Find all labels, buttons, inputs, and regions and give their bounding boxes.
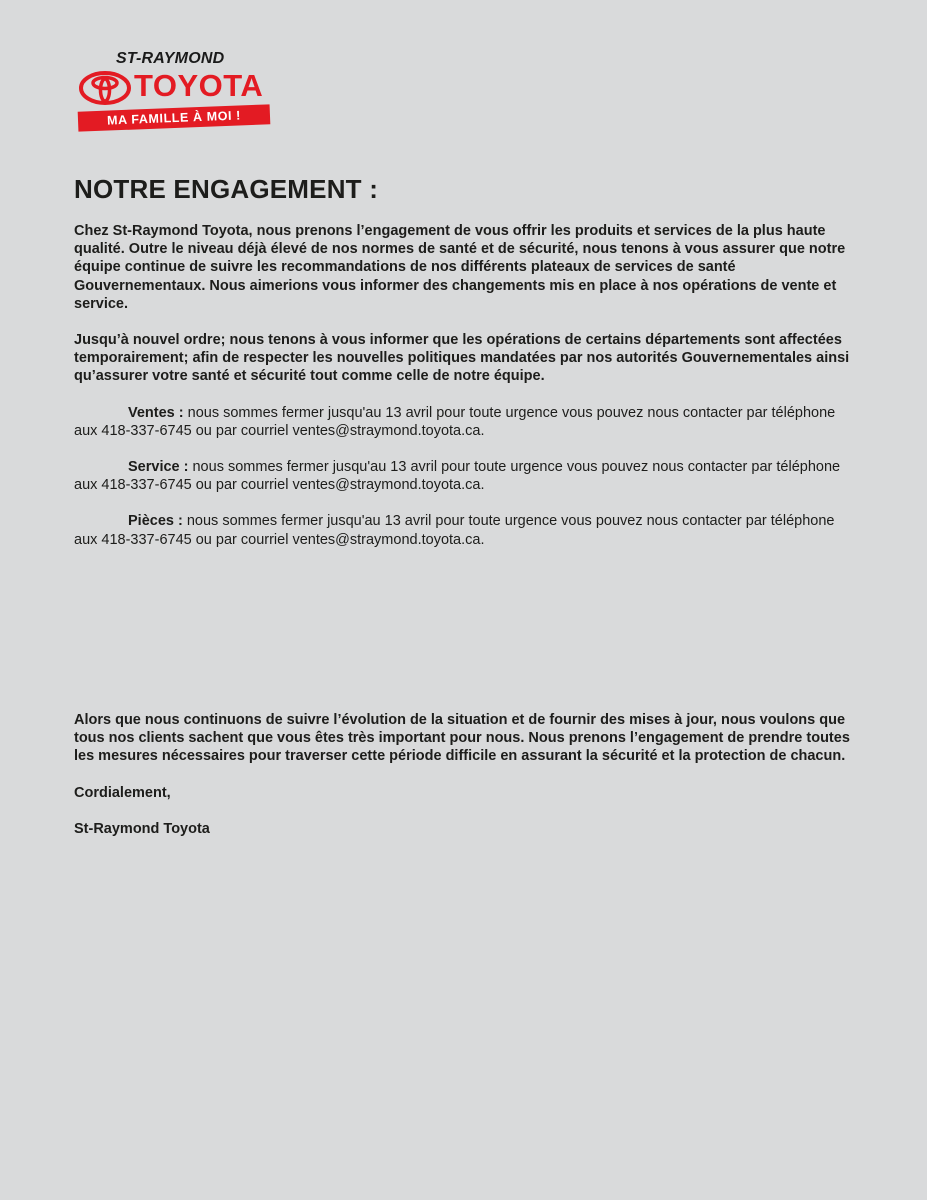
department-label: Service :	[128, 459, 189, 476]
intro-paragraph: Chez St-Raymond Toyota, nous prenons l’engagement de vous offrir les produits et services de la plus haute qualité. Outre le niveau déjà élevé de nos normes de santé et de sécurité, nous tenons à vous assurer que notre équipe continue de suivre les recommandations de nos différents plateaux de services de santé Gouvernementaux. Nous aimerions vous informer des changements mis en place à nos opérations de vente et service.	[74, 223, 846, 312]
department-text: nous sommes fermer jusqu'au 13 avril pour toute urgence vous pouvez nous contacter par téléphone aux 418-337-6745 ou par courriel ventes@straymond.toyota.ca.	[74, 459, 841, 494]
toyota-emblem-icon	[78, 70, 132, 106]
signature: St-Raymond Toyota	[74, 820, 210, 837]
dealer-logo	[76, 50, 276, 136]
letter-body	[74, 170, 854, 549]
notice-paragraph: Jusqu’à nouvel ordre; nous tenons à vous informer que les opérations de certains départements sont affectées temporairement; afin de respecter les nouvelles politiques mandatées par nos autorités Gouvernementales ainsi qu’assurer votre santé et sécurité tout comme celle de notre équipe.	[74, 332, 850, 385]
department-label: Ventes :	[128, 404, 184, 421]
department-text: nous sommes fermer jusqu'au 13 avril pour toute urgence vous pouvez nous contacter par téléphone aux 418-337-6745 ou par courriel ventes@straymond.toyota.ca.	[74, 404, 836, 439]
department-label: Pièces :	[128, 513, 183, 530]
closing-section	[74, 711, 854, 838]
closing-paragraph: Alors que nous continuons de suivre l’évolution de la situation et de fournir des mises à jour, nous voulons que tous nos clients sachent que vous êtes très important pour nous. Nous prenons l’engagement de prendre toutes les mesures nécessaires pour traverser cette période difficile en assurant la sécurité et la protection de chacun.	[74, 712, 850, 765]
logo-tagline: MA FAMILLE À MOI !	[78, 104, 271, 131]
department-parts	[74, 512, 854, 548]
department-text: nous sommes fermer jusqu'au 13 avril pour toute urgence vous pouvez nous contacter par téléphone aux 418-337-6745 ou par courriel ventes@straymond.toyota.ca.	[74, 513, 835, 548]
logo-brand: TOYOTA	[134, 68, 264, 103]
department-sales	[74, 404, 854, 440]
logo-dealer-name: ST-RAYMOND	[116, 50, 225, 67]
page-title: NOTRE ENGAGEMENT :	[74, 174, 379, 204]
salutation: Cordialement,	[74, 784, 171, 801]
department-service	[74, 458, 854, 494]
